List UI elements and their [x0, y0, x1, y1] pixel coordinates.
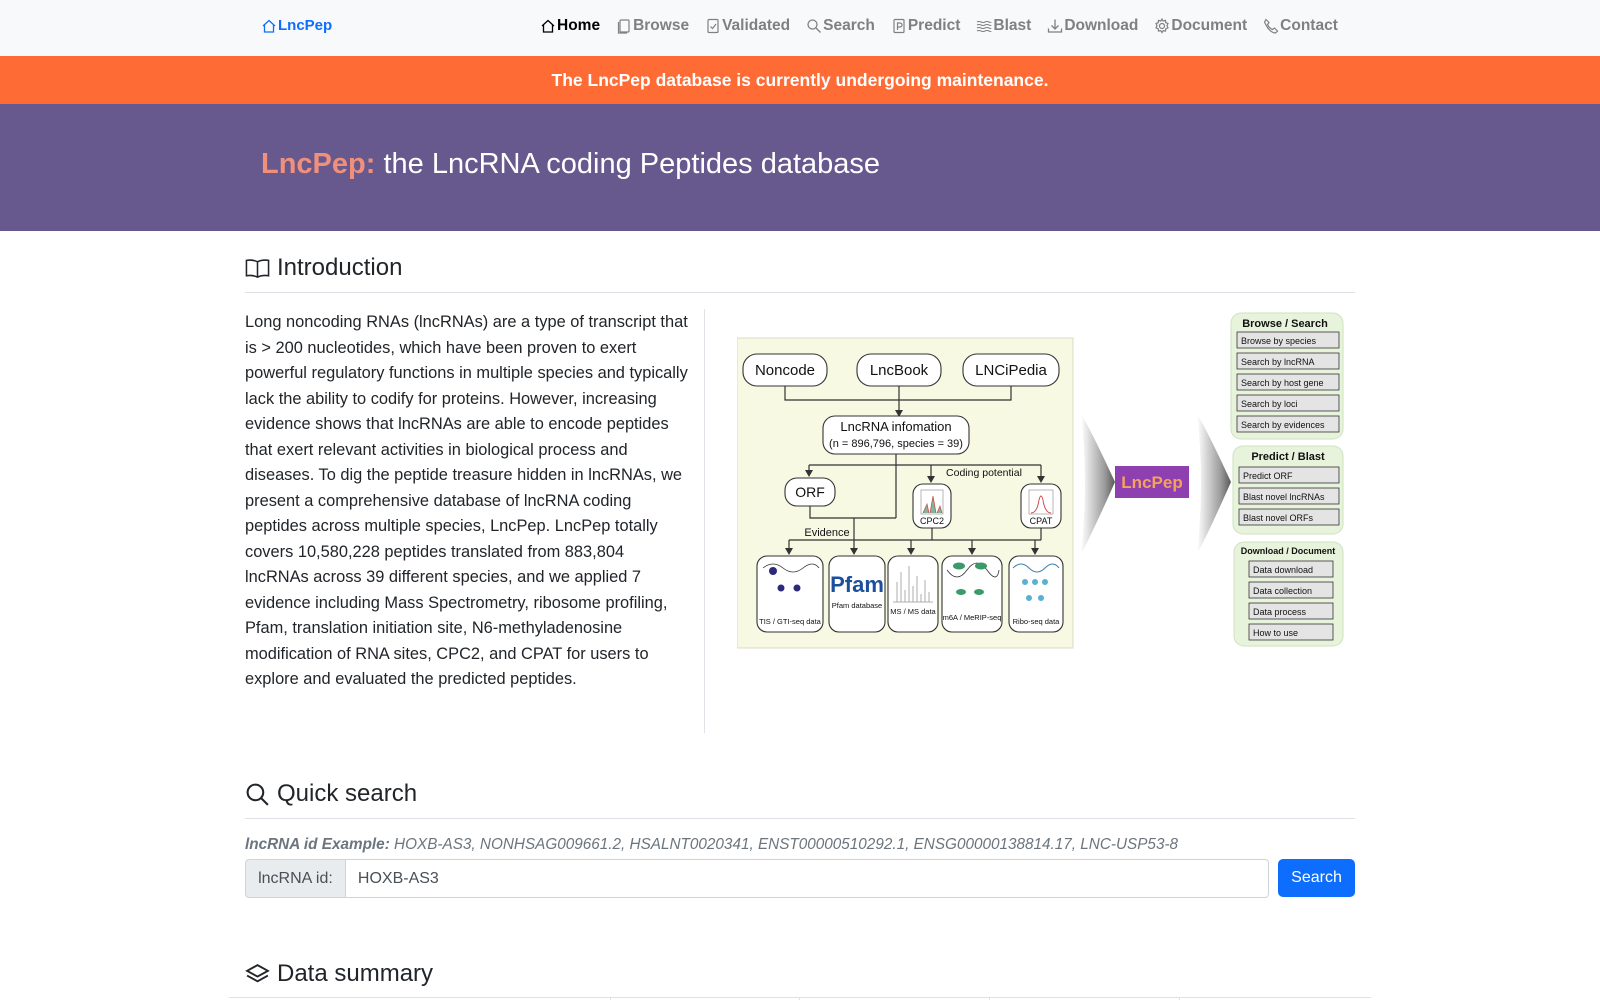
water-icon [976, 18, 992, 34]
orf-node-label: ORF [795, 484, 825, 500]
feature-panel-browse-title: Browse / Search [1242, 318, 1328, 330]
nav-browse[interactable] [616, 17, 689, 35]
source-node-lncbook-label: LncBook [869, 362, 929, 379]
feature-panel-download-title: Download / Document [1240, 546, 1336, 556]
evidence-items [757, 556, 1063, 632]
feature-panel-download [1234, 542, 1343, 646]
m6a-protein-2 [975, 563, 987, 570]
quick-search-heading-label: Quick search [277, 780, 418, 807]
feature-panel-predict-title: Predict / Blast [1251, 451, 1325, 463]
intro-paragraph: Long noncoding RNAs (lncRNAs) are a type of transcript that is > 200 nucleotides, which have been proven to exert powerful regulatory functions in multiple species and typically lack the ability to codify for proteins. However, increasing evidence shows that lncRNAs are able to encode peptides that exert relevant activities in biological process and diseases. To dig the peptide treasure hidden in lncRNAs, we present a comprehensive database of lncRNA coding peptides across multiple species, LncPep. LncPep totally covers 10,580,228 peptides translated from 883,804 lncRNAs across 39 different species, and we applied 7 evidence including Mass Spectrometry, ribosome profiling, Pfam, translation initiation site, N6-methyladenosine modification of RNA sites, CPC2, and CPAT for users to explore and evaluated the predicted peptides. [245, 313, 688, 688]
intro-heading [245, 254, 1355, 282]
intro-divider [245, 292, 1355, 293]
source-node-noncode-label: Noncode [754, 362, 816, 379]
evidence-box-ms-label: MS / MS data [890, 607, 936, 616]
data-summary-heading-label: Data summary [277, 960, 434, 987]
brand-label: LncPep [278, 17, 333, 34]
lncrna-info-title: LncRNA infomation [840, 419, 952, 434]
ribo-marker-1 [1022, 579, 1028, 585]
evidence-box-tis-label: TIS / GTI-seq data [759, 617, 821, 626]
nav-browse-label: Browse [633, 17, 690, 34]
feature-panel-browse [1231, 313, 1343, 439]
nav-validated[interactable] [705, 17, 790, 35]
ribo-marker-2 [1032, 579, 1038, 585]
home-icon [540, 18, 556, 34]
source-nodes [743, 354, 1059, 386]
brand-link[interactable] [261, 17, 332, 34]
hero [0, 104, 1600, 231]
nav-blast[interactable] [976, 17, 1031, 35]
evidence-label: Evidence [804, 527, 850, 539]
ribo-marker-5 [1038, 595, 1044, 601]
tis-ribosome-3 [794, 585, 801, 592]
cpat-label: CPAT [1029, 516, 1053, 526]
cpat-mini-chart [1029, 490, 1053, 514]
data-summary-heading [245, 960, 1355, 988]
panel-item-label: How to use [1253, 628, 1299, 638]
coding-potential-label: Coding potential [946, 467, 1022, 479]
ribo-marker-4 [1026, 595, 1032, 601]
nav-blast-label: Blast [993, 17, 1032, 34]
example-label: lncRNA id Example: [245, 836, 390, 853]
file-p-icon [891, 18, 907, 34]
example-values: HOXB-AS3, NONHSAG009661.2, HSALNT0020341, ENST00000510292.1, ENSG00000138814.17, LNC-USP53-8 [394, 836, 1179, 853]
hero-subtitle: the LncRNA coding Peptides database [383, 148, 881, 180]
nav-search[interactable] [806, 17, 875, 35]
maintenance-banner: The LncPep database is currently undergoing maintenance. [0, 56, 1600, 104]
arrow-from-lncpep [1197, 414, 1231, 554]
lncrna-id-label: lncRNA id: [245, 859, 346, 898]
home-icon [261, 18, 277, 34]
nav-search-label: Search [823, 17, 875, 34]
ribo-marker-3 [1042, 579, 1048, 585]
source-node-lncipedia-label: LNCiPedia [975, 362, 1047, 379]
arrow-to-lncpep [1081, 414, 1115, 554]
nav-validated-label: Validated [722, 17, 791, 34]
tis-ribosome-2 [778, 585, 785, 592]
nav-home[interactable] [540, 17, 600, 35]
pfam-logo: Pfam [830, 572, 884, 597]
nav-download-label: Download [1064, 17, 1139, 34]
hero-accent: LncPep: [261, 148, 376, 180]
cpc2-label: CPC2 [919, 516, 945, 526]
book-icon [245, 256, 270, 281]
nav-contact-label: Contact [1280, 17, 1338, 34]
nav-document[interactable] [1154, 17, 1247, 35]
lncpep-workflow-figure [737, 310, 1347, 650]
nav-home-label: Home [557, 17, 601, 34]
intro-column-divider [704, 309, 705, 733]
lncpep-center-label: LncPep [1121, 473, 1183, 492]
m6a-protein-4 [974, 589, 984, 595]
lncrna-info-subtitle: (n = 896,796, species = 39) [829, 438, 963, 450]
panel-item-label: Blast novel lncRNAs [1243, 492, 1325, 502]
m6a-protein-3 [956, 589, 966, 595]
tis-ribosome-1 [769, 567, 777, 575]
gear-icon [1154, 18, 1170, 34]
search-button[interactable]: Search [1278, 859, 1355, 897]
nav-contact[interactable] [1263, 17, 1338, 35]
nav-document-label: Document [1171, 17, 1248, 34]
search-icon [245, 782, 270, 807]
panel-item-label: Search by evidences [1241, 420, 1325, 430]
nav-predict[interactable] [891, 17, 961, 35]
nav-predict-label: Predict [907, 17, 961, 34]
lncrna-id-input[interactable] [346, 859, 1269, 898]
panel-item-label: Browse by species [1241, 336, 1317, 346]
search-icon [806, 18, 822, 34]
navbar [0, 0, 1600, 56]
m6a-protein-1 [953, 563, 965, 570]
nav-download[interactable] [1047, 17, 1138, 35]
file-check-icon [705, 18, 721, 34]
example-ids [245, 836, 1178, 854]
layers-icon [245, 962, 270, 987]
download-icon [1047, 18, 1063, 34]
hero-title [261, 148, 880, 181]
panel-item-label: Search by host gene [1241, 378, 1324, 388]
panel-item-label: Predict ORF [1243, 471, 1293, 481]
panel-item-label: Search by loci [1241, 399, 1298, 409]
summary-table-top-border [229, 997, 1371, 998]
evidence-box-pfam-label: Pfam database [831, 601, 883, 610]
evidence-box-ribo-label: Ribo-seq data [1012, 617, 1060, 626]
evidence-box-m6a-label: m6A / MeRIP-seq [942, 613, 1002, 622]
journals-icon [616, 18, 632, 34]
intro-heading-label: Introduction [277, 254, 403, 281]
panel-item-label: Blast novel ORFs [1243, 513, 1314, 523]
feature-panel-predict [1233, 446, 1343, 534]
quick-search-form [245, 859, 1355, 898]
panel-item-label: Data collection [1253, 586, 1313, 596]
panel-item-label: Search by lncRNA [1241, 357, 1315, 367]
panel-item-label: Data download [1253, 565, 1314, 575]
quick-search-divider [245, 818, 1355, 819]
main-nav [540, 17, 1354, 35]
telephone-icon [1263, 18, 1279, 34]
quick-search-heading [245, 780, 1355, 808]
panel-item-label: Data process [1253, 607, 1307, 617]
